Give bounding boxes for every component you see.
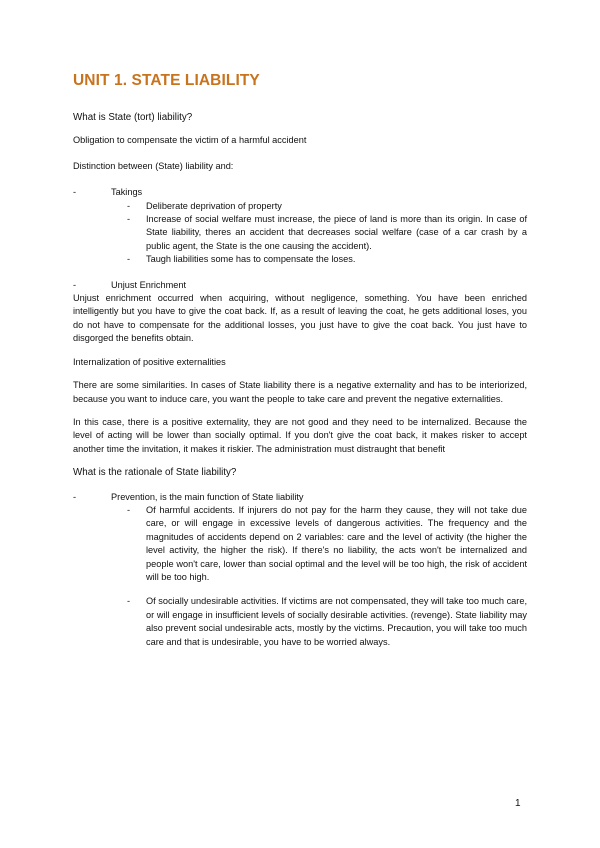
- page-number: 1: [515, 798, 521, 809]
- list-item: - Of socially undesirable activities. If victims are not compensated, they will take too much care, or will engage in insufficient levels of socially desirable activities. (revenge). State liability may also prevent social undesirable acts, mostly by the victims. Precaution, you will take too much care and that is undesirable, you have to be worried always.: [127, 595, 527, 649]
- list-item-unjust-enrichment: - Unjust Enrichment: [73, 279, 527, 292]
- internalization-heading: Internalization of positive externalities: [73, 356, 226, 367]
- takings-sublist: [73, 200, 527, 267]
- list-item: - Of harmful accidents. If injurers do not pay for the harm they cause, they will not take due care, or will engage in excessive levels of dangerous activities. The frequency and the magnitudes of accidents depend on 2 variables: care and the level of activity (the higher the level activity, the higher the risk). If there's no liability, the acts won't be internalized and people won't care, lower than social optimal and the level will be too high, the risk of accident will be too high.: [127, 504, 527, 584]
- unjust-enrichment-paragraph: Unjust enrichment occurred when acquiring, without negligence, something. You have been enriched intelligently but you have to give the coat back. If, as a result of leaving the coat, he gets additional loses, you do not have to compensate for the additional losses, you just have to give the coat back. You just have to disgorged the benefits obtain.: [73, 293, 527, 344]
- list-item: - Deliberate deprivation of property: [127, 200, 527, 213]
- page-title: UNIT 1. STATE LIABILITY: [73, 72, 260, 89]
- question-state-liability: What is State (tort) liability?: [73, 112, 193, 123]
- definition-text: Obligation to compensate the victim of a harmful accident: [73, 135, 307, 146]
- internalization-paragraph-1: There are some similarities. In cases of State liability there is a negative externality and has to be interiorized, because you want to induce care, you want the people to take care and prevent the negative externalities.: [73, 380, 527, 404]
- list-item: - Increase of social welfare must increase, the piece of land is more than its origin. In case of State liability, theres an accident that decreases social welfare (case of a car crash by a public agent, the State is the one causing the accident).: [127, 213, 527, 253]
- list-item-prevention: - Prevention, is the main function of State liability: [73, 491, 527, 504]
- internalization-paragraph-2: In this case, there is a positive externality, they are not good and they need to be internalized. Because the level of acting will be lower than socially optimal. If you don't give the coat back, it makes risker to accept another time the invitation, it makes it riskier. The administration must distraught that benefit: [73, 416, 527, 454]
- distinction-text: Distinction between (State) liability and:: [73, 161, 234, 172]
- list-item-takings: - Takings: [73, 186, 527, 199]
- question-rationale: What is the rationale of State liability?: [73, 467, 237, 479]
- document-body: [73, 111, 527, 660]
- list-item: - Taugh liabilities some has to compensate the loses.: [127, 253, 527, 266]
